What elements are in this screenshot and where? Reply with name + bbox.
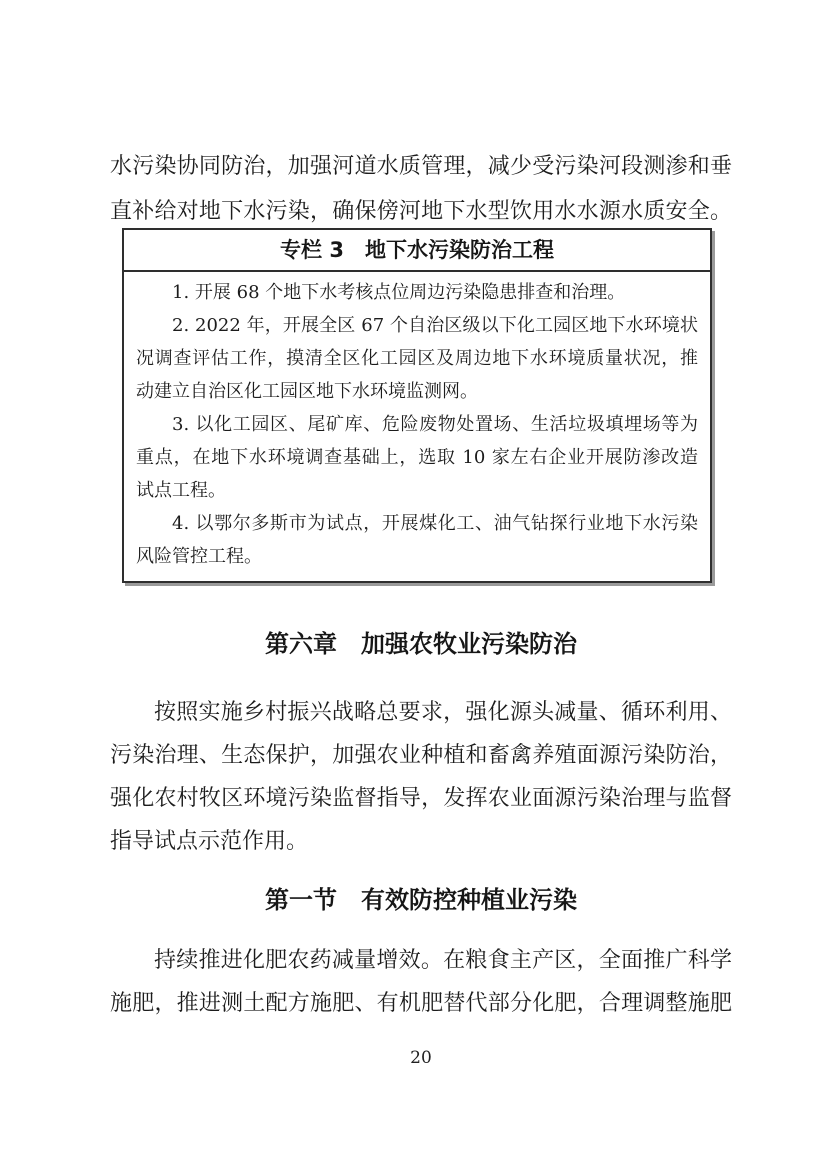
chapter-title: 第六章 加强农牧业污染防治 (265, 630, 577, 658)
section-title: 第一节 有效防控种植业污染 (265, 885, 577, 914)
callout-box-header (124, 230, 710, 272)
callout-box-body (124, 272, 710, 581)
text-line: 3. 以化工园区、尾矿库、危险废物处置场、生活垃圾填埋场等为 (172, 414, 698, 435)
text-line: 强化农村牧区环境污染监督指导，发挥农业面源污染治理与监督 (110, 786, 732, 811)
text-line: 施肥，推进测土配方施肥、有机肥替代部分化肥，合理调整施肥 (110, 991, 732, 1016)
section-paragraph (110, 939, 732, 1025)
text-line: 试点工程。 (136, 480, 226, 501)
text-line: 水污染协同防治，加强河道水质管理，减少受污染河段测渗和垂 (110, 154, 732, 179)
text-line: 污染治理、生态保护，加强农业种植和畜禽养殖面源污染防治， (110, 743, 732, 768)
text-line: 动建立自治区化工园区地下水环境监测网。 (136, 381, 478, 402)
callout-box (122, 228, 712, 583)
text-line: 直补给对地下水污染，确保傍河地下水型饮用水水源水质安全。 (110, 199, 732, 224)
text-line: 重点，在地下水环境调查基础上，选取 10 家左右企业开展防渗改造 (136, 447, 698, 468)
chapter-intro-paragraph (110, 691, 732, 863)
text-line: 指导试点示范作用。 (110, 829, 309, 854)
intro-paragraph (110, 144, 732, 234)
text-line: 风险管控工程。 (136, 546, 262, 567)
text-line: 4. 以鄂尔多斯市为试点，开展煤化工、油气钻探行业地下水污染 (172, 513, 698, 534)
text-line: 况调查评估工作，摸清全区化工园区及周边地下水环境质量状况，推 (136, 348, 698, 369)
text-line: 按照实施乡村振兴战略总要求，强化源头减量、循环利用、 (154, 700, 732, 725)
text-line: 持续推进化肥农药减量增效。在粮食主产区，全面推广科学 (154, 948, 732, 973)
page-number: 20 (410, 1048, 432, 1068)
text-line: 1. 开展 68 个地下水考核点位周边污染隐患排查和治理。 (172, 282, 626, 303)
callout-box-title: 专栏 3 地下水污染防治工程 (280, 238, 554, 262)
text-line: 2. 2022 年，开展全区 67 个自治区级以下化工园区地下水环境状 (172, 315, 698, 336)
